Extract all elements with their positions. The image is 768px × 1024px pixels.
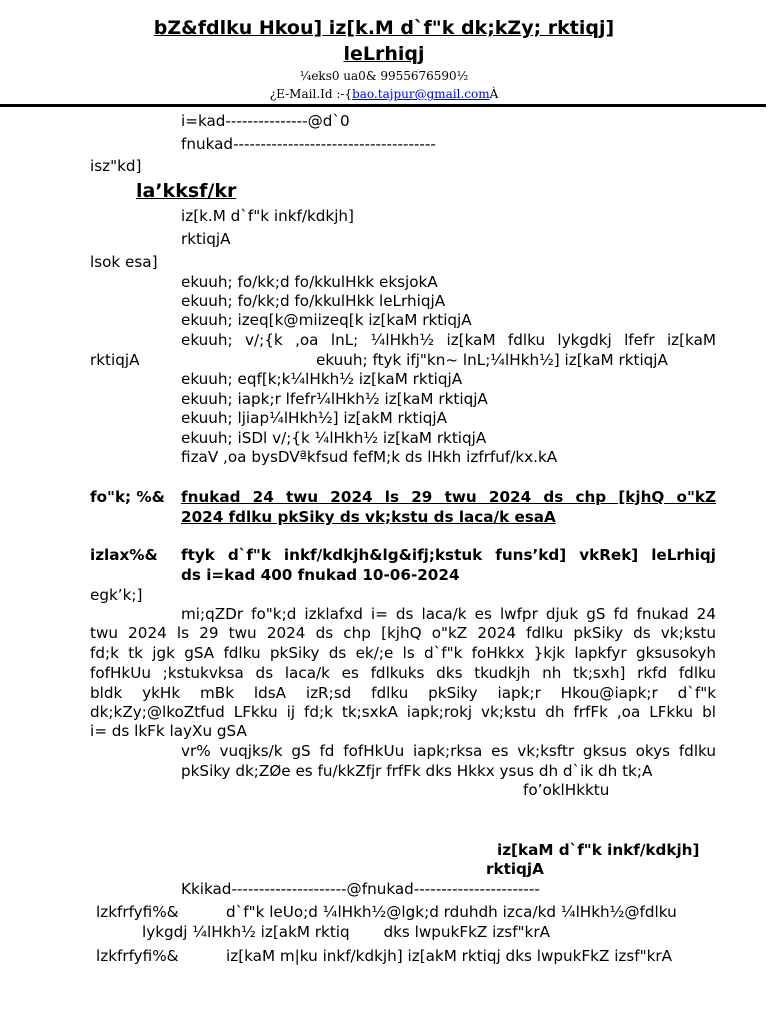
letter-date: fnukad------------------------------------- bbox=[181, 135, 436, 153]
recipient-item: ekuuh; fo/kk;d fo/kkulHkk leLrhiqjA bbox=[181, 292, 446, 310]
subject-line1: fnukad 24 twu 2024 ls 29 twu 2024 ds chp [kjhQ o"kZ bbox=[181, 488, 716, 506]
memo-number: Kkikad---------------------@fnukad----------------------- bbox=[181, 880, 540, 898]
subject-line2: 2024 fdlku pkSiky ds vk;kstu ds laca/k esaA bbox=[181, 508, 556, 526]
email-suffix: À bbox=[489, 87, 499, 101]
reference-label: izlax%& bbox=[90, 546, 158, 564]
recipient-item: ekuuh; iapk;r lfefr¼lHkh½ iz[kaM rktiqjA bbox=[181, 390, 488, 408]
closing-phrase: fo’oklHkktu bbox=[523, 781, 610, 799]
body-line: fofHkUu ;kstukvksa ds laca/k es fdlkuks dks tkudkjh nh tk;sxh] rkfd fdlku bbox=[90, 664, 716, 682]
reference-line2: ds i=kad 400 fnukad 10-06-2024 bbox=[181, 566, 460, 584]
signatory-designation: iz[kaM d`f"k inkf/kdkjh] bbox=[497, 841, 700, 859]
sender-place: rktiqjA bbox=[181, 230, 231, 248]
reference-line1: ftyk d`f"k inkf/kdkjh&lg&ifj;kstuk funs’kd] vkRek] leLrhiqj bbox=[181, 546, 716, 564]
copy-to-line1: d`f"k leUo;d ¼lHkh½@lgk;d rduhdh izca/kd ¼lHkh½@fdlku bbox=[226, 903, 677, 921]
office-name-line1: bZ&fdlku Hkou] iz[k.M d`f"k dk;kZy; rktiqj] bbox=[153, 17, 615, 39]
body-line: dk;kZy;@lkoZtfud LFkku ij fd;k tk;sxkA iapk;rokj vk;kstu dh frfFk ,oa LFkku bl bbox=[90, 703, 716, 721]
recipient-item: ekuuh; eqf[k;k¼lHkh½ iz[kaM rktiqjA bbox=[181, 370, 463, 388]
recipient-item-continuation: rktiqjA bbox=[90, 351, 140, 369]
body-line: fd;k tk jgk gSA fdlku pkSiky ds ek/;e ls d`f"k foHkkx }kjk lapkfyr gksusokyh bbox=[90, 644, 716, 662]
recipient-item: ekuuh; izeq[k@miizeq[k iz[kaM rktiqjA bbox=[181, 311, 472, 329]
recipient-item: ekuuh; ftyk ifj"kn~ lnL;¼lHkh½] iz[kaM rktiqjA bbox=[316, 351, 668, 369]
signatory-place: rktiqjA bbox=[486, 860, 544, 878]
body-line: i= ds lkFk layXu gSA bbox=[90, 722, 247, 740]
email-prefix: ¿E-Mail.Id :-{ bbox=[269, 87, 353, 101]
recipient-item: fizaV ,oa bysDVªkfsud fefM;k ds lHkh izfrfuf/kx.kA bbox=[181, 448, 558, 466]
body-line: pkSiky dk;ZØe es fu/kkZfjr frfFk dks Hkkx ysus dh d`ik dh tk;A bbox=[181, 762, 653, 780]
salutation: egk’k;] bbox=[90, 586, 143, 604]
body-line: vr% vuqjks/k gS fd fofHkUu iapk;rksa es vk;ksftr gksus okys fdlku bbox=[181, 742, 716, 760]
subject-label: fo"k; %& bbox=[90, 488, 165, 506]
copy-to-line2: lykgdj ¼lHkh½ iz[akM rktiq dks lwpukFkZ izsf"krA bbox=[142, 923, 550, 941]
copy-to-label: lzkfrfyfi%& bbox=[96, 947, 179, 965]
body-line: bldk ykHk mBk ldsA izR;sd fdlku pkSiky iapk;r Hkou@iapk;r d`f"k bbox=[90, 684, 716, 702]
recipient-item: ekuuh; fo/kk;d fo/kkulHkk eksjokA bbox=[181, 273, 438, 291]
recipients-label: lsok esa] bbox=[90, 253, 158, 271]
recipient-item: ekuuh; ljiap¼lHkh½] iz[akM rktiqjA bbox=[181, 409, 447, 427]
recipient-item: ekuuh; iSDl v/;{k ¼lHkh½ iz[kaM rktiqjA bbox=[181, 429, 487, 447]
revised-heading: la’kksf/kr bbox=[136, 180, 237, 202]
phone-number: ¼eks0 ua0& 9955676590½ bbox=[299, 69, 469, 83]
body-line: mi;qZDr fo"k;d izklafxd i= ds laca/k es lwfpr djuk gS fd fnukad 24 bbox=[181, 605, 716, 623]
letter-number: i=kad---------------@d`0 bbox=[181, 112, 350, 130]
office-name-line2: leLrhiqj bbox=[343, 43, 425, 65]
copy-to-text: iz[kaM m|ku inkf/kdkjh] iz[akM rktiqj dks lwpukFkZ izsf"krA bbox=[226, 947, 673, 965]
sender-label: isz"kd] bbox=[90, 157, 142, 175]
sender-designation: iz[k.M d`f"k inkf/kdkjh] bbox=[181, 207, 354, 225]
email-link[interactable]: bao.tajpur@gmail.com bbox=[352, 87, 490, 101]
email-line bbox=[0, 87, 768, 101]
body-line: twu 2024 ls 29 twu 2024 ds chp [kjhQ o"kZ 2024 fdlku pkSiky ds vk;kstu bbox=[90, 624, 716, 642]
copy-to-label: lzkfrfyfi%& bbox=[96, 903, 179, 921]
recipient-item: ekuuh; v/;{k ,oa lnL; ¼lHkh½ iz[kaM fdlku lykgdkj lfefr iz[kaM bbox=[181, 331, 716, 349]
header-divider bbox=[0, 104, 766, 107]
